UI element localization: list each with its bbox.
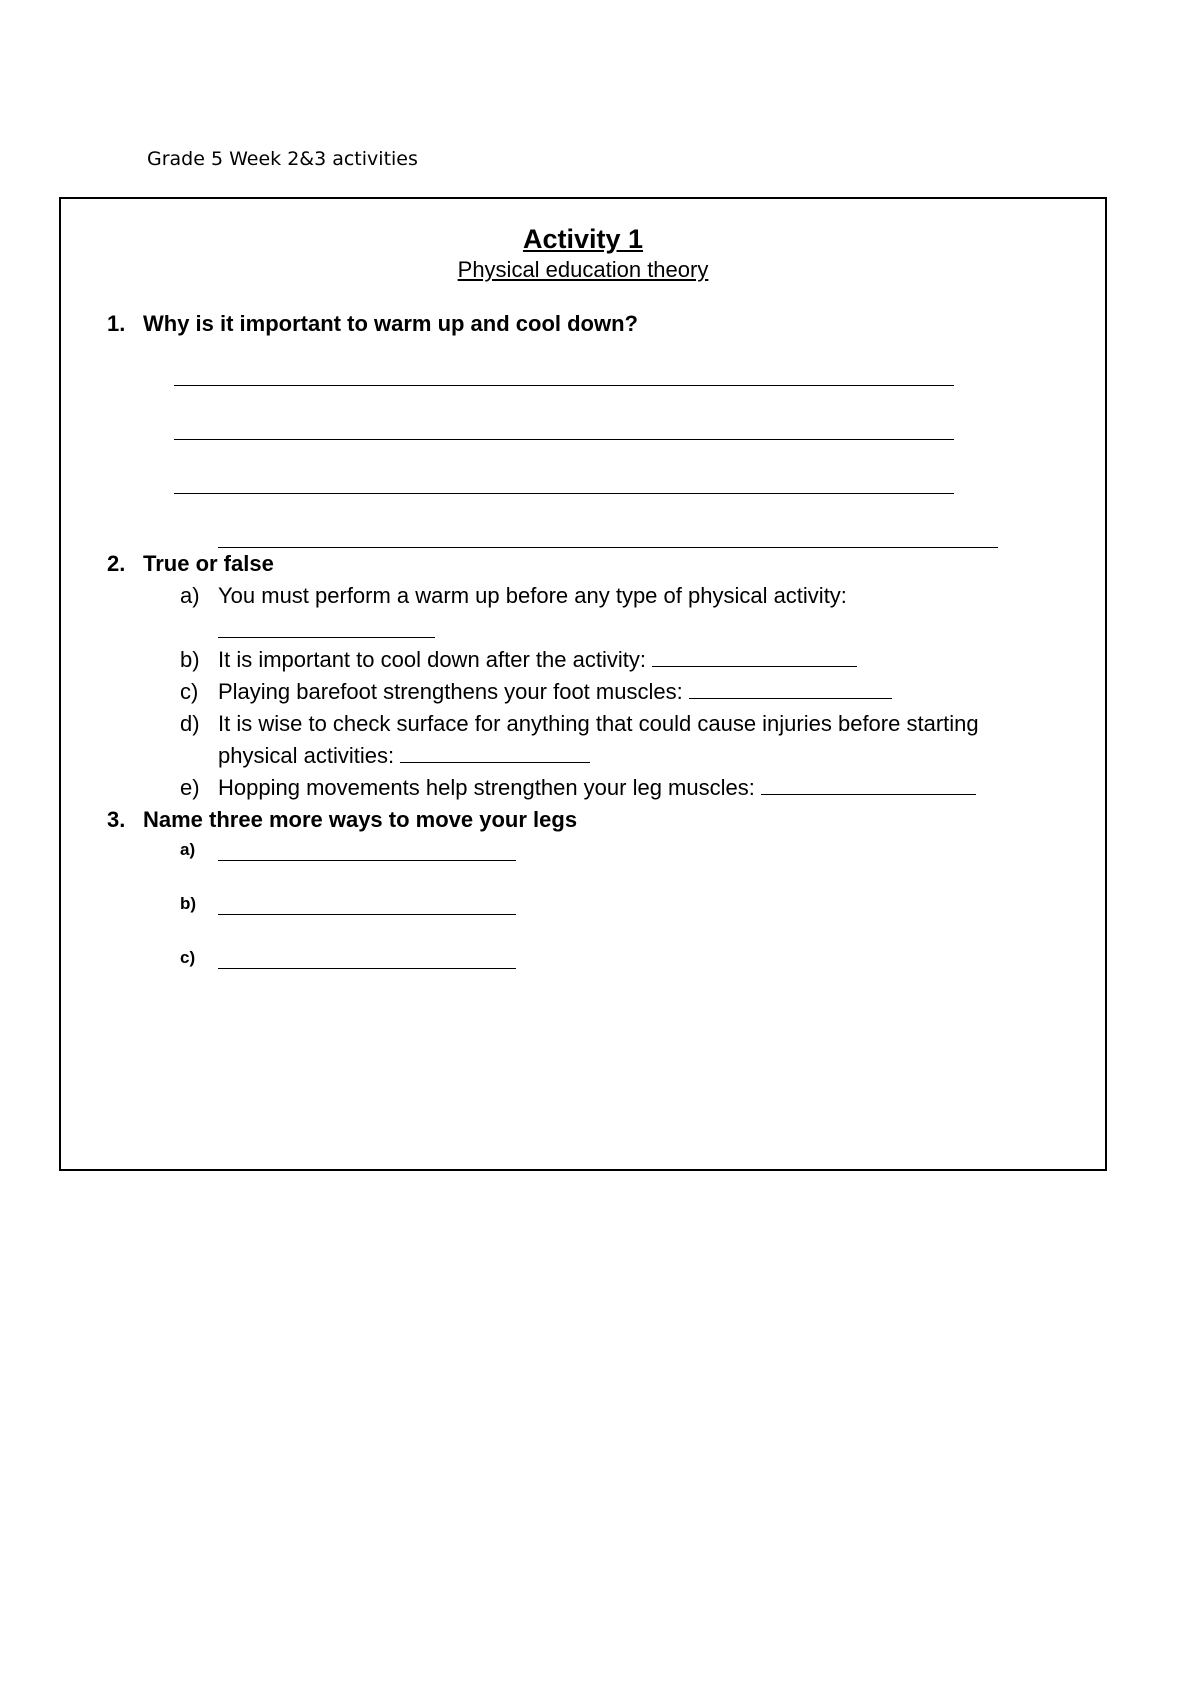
activity-title: Activity 1: [522, 224, 644, 254]
tf-item-d-cont: [218, 743, 590, 769]
answer-line-1[interactable]: [174, 385, 954, 386]
tf-item-e: [218, 775, 976, 801]
page-header-note: Grade 5 Week 2&3 activities: [147, 148, 418, 170]
tf-item-b-text: It is important to cool down after the activity:: [218, 647, 646, 672]
legs-item-a-letter: a): [180, 840, 196, 859]
activity-box: [59, 197, 1107, 1171]
legs-item-c-letter: c): [180, 948, 196, 967]
answer-line-4[interactable]: [218, 547, 998, 548]
tf-item-a-blank[interactable]: [218, 637, 435, 638]
question-1-number: 1.: [107, 311, 126, 336]
tf-item-b-blank[interactable]: [652, 648, 857, 667]
tf-item-c-letter: c): [180, 679, 199, 704]
tf-item-c: [218, 679, 892, 705]
tf-item-d-blank[interactable]: [400, 744, 590, 763]
question-1-text: Why is it important to warm up and cool down?: [143, 311, 638, 336]
activity-subtitle: Physical education theory: [457, 257, 709, 282]
tf-item-d-text-cont: physical activities:: [218, 743, 395, 768]
question-2-number: 2.: [107, 551, 126, 576]
tf-item-e-letter: e): [180, 775, 200, 800]
answer-line-3[interactable]: [174, 493, 954, 494]
tf-item-d-letter: d): [180, 711, 200, 736]
legs-item-a-line[interactable]: [218, 860, 516, 861]
tf-item-e-blank[interactable]: [761, 776, 976, 795]
tf-item-a-text: You must perform a warm up before any type of physical activity:: [218, 583, 847, 608]
tf-item-a-letter: a): [180, 583, 200, 608]
legs-item-b-line[interactable]: [218, 914, 516, 915]
question-2-text: True or false: [143, 551, 274, 576]
tf-item-c-blank[interactable]: [689, 680, 892, 699]
tf-item-b: [218, 647, 857, 673]
tf-item-c-text: Playing barefoot strengthens your foot muscles:: [218, 679, 683, 704]
legs-item-b-letter: b): [180, 894, 197, 913]
question-3-number: 3.: [107, 807, 126, 832]
tf-item-d-text: It is wise to check surface for anything that could cause injuries before starting: [218, 711, 979, 736]
question-3-text: Name three more ways to move your legs: [143, 807, 578, 832]
tf-item-e-text: Hopping movements help strengthen your leg muscles:: [218, 775, 755, 800]
tf-item-b-letter: b): [180, 647, 200, 672]
legs-item-c-line[interactable]: [218, 968, 516, 969]
answer-line-2[interactable]: [174, 439, 954, 440]
